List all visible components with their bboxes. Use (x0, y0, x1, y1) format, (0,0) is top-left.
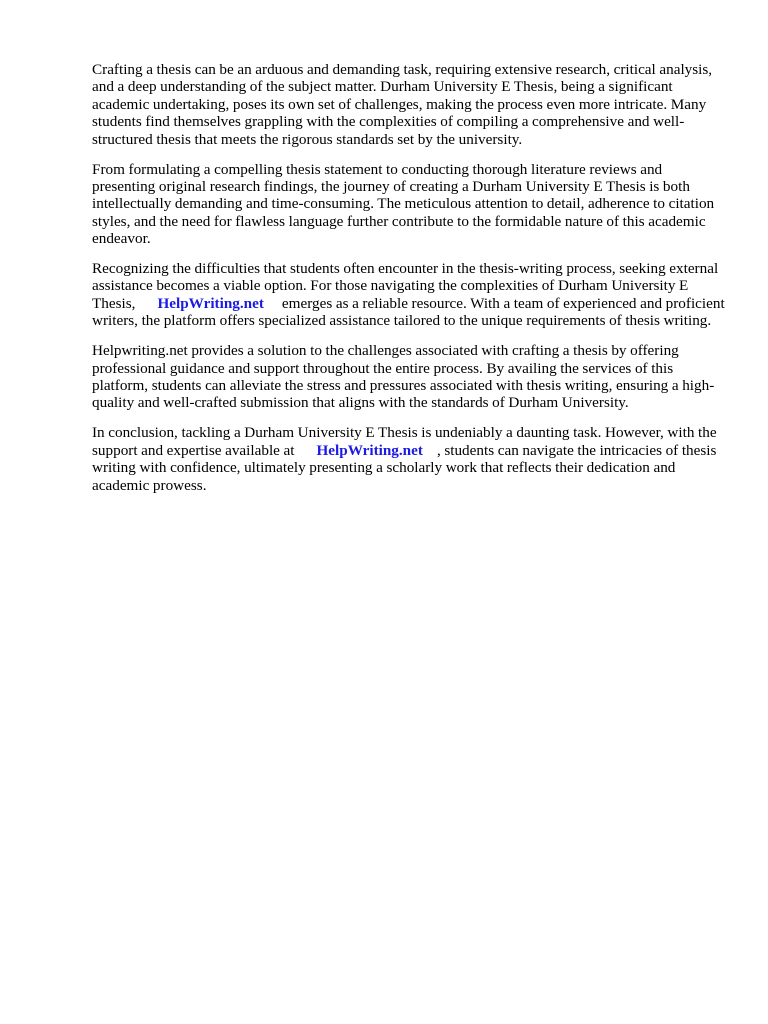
paragraph-3 (92, 260, 728, 330)
document-body (92, 61, 728, 506)
paragraph-1: Crafting a thesis can be an arduous and demanding task, requiring extensive research, critical analysis, and a deep understanding of the subject matter. Durham University E Thesis, being a significant academic undertaking, poses its own set of challenges, making the process even more intricate. Many students find themselves grappling with the complexities of compiling a comprehensive and well-structured thesis that meets the rigorous standards set by the university. (92, 61, 713, 148)
paragraph-3-text-after: emerges as a reliable resource. With a team of experienced and proficient writers, the platform offers specialized assistance tailored to the unique requirements of thesis writing. (92, 294, 725, 330)
paragraph-5 (92, 424, 728, 494)
paragraph-5-text-before: In conclusion, tackling a Durham University E Thesis is undeniably a daunting task. However, with the support and expertise available at (92, 424, 717, 459)
paragraph-4: Helpwriting.net provides a solution to the challenges associated with crafting a thesis by offering professional guidance and support throughout the entire process. By availing the services of this platform, students can alleviate the stress and pressures associated with thesis writing, ensuring a high-quality and well-crafted submission that aligns with the standards of Durham University. (92, 342, 715, 412)
helpwriting-link-1[interactable]: HelpWriting.net (157, 294, 264, 312)
paragraph-2: From formulating a compelling thesis statement to conducting thorough literature reviews and presenting original research findings, the journey of creating a Durham University E Thesis is both intellectually demanding and time-consuming. The meticulous attention to detail, adherence to citation styles, and the need for flawless language further contribute to the formidable nature of this academic endeavor. (92, 160, 715, 248)
paragraph-5-text-after: , students can navigate the intricacies of thesis writing with confidence, ultimately presenting a scholarly work that reflects their dedication and academic prowess. (92, 441, 717, 494)
helpwriting-link-2[interactable]: HelpWriting.net (316, 441, 423, 459)
paragraph-3-text-before: Recognizing the difficulties that students often encounter in the thesis-writing process, seeking external assistance becomes a viable option. For those navigating the complexities of Durham University E Thesis, (92, 260, 719, 312)
